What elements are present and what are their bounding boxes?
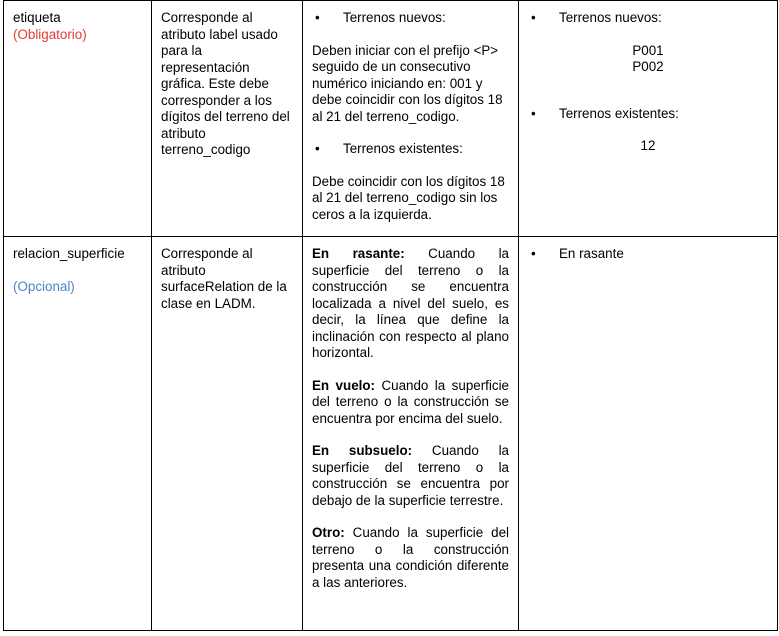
definition-term: En subsuelo: <box>312 443 413 458</box>
field-cell <box>4 1 152 237</box>
example-value: P001 <box>632 42 664 58</box>
field-cell <box>4 237 152 631</box>
definition-text: Cuando la superficie del terreno o la construcción presenta una condición diferente a las anteriores. <box>312 525 509 590</box>
description-cell <box>152 1 303 237</box>
example-value: 12 <box>640 138 656 153</box>
rule-heading: Terrenos existentes: <box>343 141 463 156</box>
definitions-cell <box>303 237 519 631</box>
rule-heading: Terrenos nuevos: <box>343 10 446 25</box>
definition-paragraph <box>312 246 509 362</box>
definition-term: En vuelo: <box>312 377 375 393</box>
definition-text: Cuando la superficie del terreno o la construcción se encuentra por debajo de la superficie terrestre. <box>312 443 509 508</box>
requirement-label: (Obligatorio) <box>13 26 87 42</box>
bullet-icon: • <box>531 105 536 121</box>
example-value: P002 <box>632 59 664 74</box>
examples-cell <box>519 237 778 631</box>
bullet-item <box>528 106 768 123</box>
attributes-table <box>3 0 778 631</box>
rule-text: Deben iniciar con el prefijo <P> seguido de un consecutivo numérico iniciando en: 001 y debe coincidir con los dígitos 18 al 21 del terreno_codigo. <box>312 42 503 124</box>
definition-term: En rasante: <box>312 246 405 261</box>
requirement-label: (Opcional) <box>13 278 75 294</box>
example-heading: Terrenos nuevos: <box>559 10 662 25</box>
table-row-relacion-superficie <box>4 237 778 631</box>
bullet-item <box>312 141 509 158</box>
definition-term: Otro: <box>312 525 345 540</box>
definition-paragraph <box>312 378 509 428</box>
example-value: En rasante <box>559 246 624 261</box>
bullet-item <box>528 10 768 27</box>
bullet-item <box>312 10 509 27</box>
rule-text: Debe coincidir con los dígitos 18 al 21 del terreno_codigo sin los ceros a la izquierda. <box>312 173 505 222</box>
table-row-etiqueta <box>4 1 778 237</box>
description-cell <box>152 237 303 631</box>
definition-paragraph <box>312 443 509 509</box>
bullet-item <box>528 246 768 263</box>
example-heading: Terrenos existentes: <box>559 105 679 121</box>
description-text: Corresponde al atributo label usado para la representación gráfica. Este debe corresponder a los dígitos del terreno del atributo terreno_codigo <box>161 10 290 157</box>
examples-cell <box>519 1 778 237</box>
bullet-icon: • <box>531 246 536 261</box>
description-text: Corresponde al atributo surfaceRelation de la clase en LADM. <box>161 246 287 311</box>
definition-paragraph <box>312 525 509 591</box>
bullet-icon: • <box>315 10 320 25</box>
definition-text: Cuando la superficie del terreno o la construcción se encuentra localizada a nivel del suelo, es decir, la línea que define la inclinación con respecto al plano horizontal. <box>312 246 509 360</box>
bullet-icon: • <box>531 10 536 25</box>
bullet-icon: • <box>315 141 320 156</box>
field-name: relacion_superficie <box>13 246 125 261</box>
field-name: etiqueta <box>13 10 61 25</box>
definition-text: Cuando la superficie del terreno o la construcción se encuentra por encima del suelo. <box>312 377 509 426</box>
rules-cell <box>303 1 519 237</box>
